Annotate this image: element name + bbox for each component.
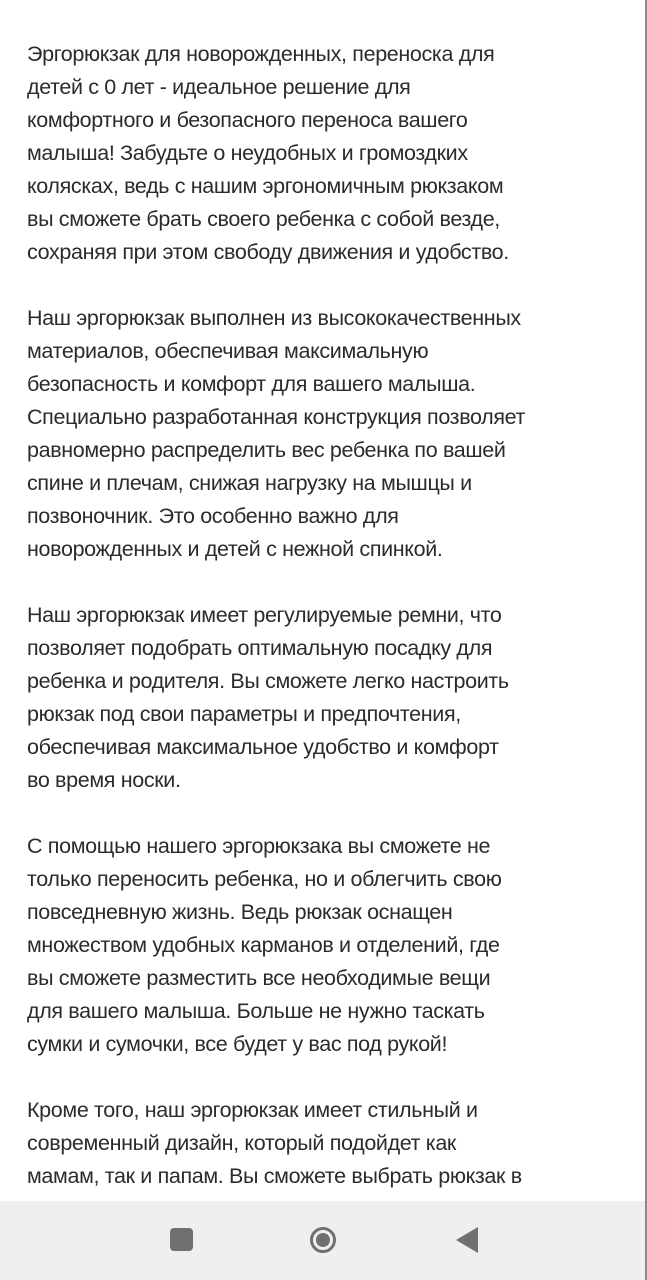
text-line: равномерно распределить вес ребенка по вашей (27, 438, 506, 462)
text-line: Эргорюкзак для новорожденных, переноска для (27, 42, 495, 66)
text-line: колясках, ведь с нашим эргономичным рюкзаком (27, 174, 504, 198)
text-line: обеспечивая максимальное удобство и комфорт (27, 735, 499, 759)
text-line: вы сможете разместить все необходимые вещи (27, 966, 491, 990)
text-line: комфортного и безопасного переноса вашего (27, 108, 468, 132)
circle-home-icon (310, 1227, 336, 1253)
text-line: во время носки. (27, 768, 181, 792)
home-button[interactable] (293, 1201, 353, 1280)
text-line: мамам, так и папам. Вы сможете выбрать рюкзак в (27, 1164, 522, 1188)
text-line: Специально разработанная конструкция позволяет (27, 405, 526, 429)
text-line: детей с 0 лет - идеальное решение для (27, 75, 411, 99)
text-line: для вашего малыша. Больше не нужно таскать (27, 999, 485, 1023)
text-line: безопасность и комфорт для вашего малыша. (27, 372, 476, 396)
text-line: только переносить ребенка, но и облегчить свою (27, 867, 502, 891)
text-line: ребенка и родителя. Вы сможете легко настроить (27, 669, 509, 693)
text-line: спине и плечам, снижая нагрузку на мышцы и (27, 471, 472, 495)
home-dot (316, 1233, 330, 1247)
text-line: рюкзак под свои параметры и предпочтения, (27, 702, 461, 726)
paragraph-4 (27, 830, 627, 1061)
square-icon (170, 1228, 193, 1251)
paragraph-1 (27, 38, 627, 269)
text-line: Кроме того, наш эргорюкзак имеет стильный и (27, 1098, 478, 1122)
text-line: Наш эргорюкзак имеет регулируемые ремни, что (27, 603, 502, 627)
text-line: сумки и сумочки, все будет у вас под рукой! (27, 1032, 448, 1056)
triangle-back-icon (456, 1227, 478, 1253)
text-line: материалов, обеспечивая максимальную (27, 339, 429, 363)
paragraph-3 (27, 599, 627, 797)
text-line: множеством удобных карманов и отделений, где (27, 933, 500, 957)
text-line: вы сможете брать своего ребенка с собой везде, (27, 207, 500, 231)
text-line: Наш эргорюкзак выполнен из высококачественных (27, 306, 521, 330)
text-line: современный дизайн, который подойдет как (27, 1131, 456, 1155)
back-button[interactable] (433, 1201, 493, 1280)
text-line: сохраняя при этом свободу движения и удобство. (27, 240, 509, 264)
article-text (27, 38, 627, 1201)
text-line: позволяет подобрать оптимальную посадку для (27, 636, 493, 660)
text-line: повседневную жизнь. Ведь рюкзак оснащен (27, 900, 453, 924)
text-line: новорожденных и детей с нежной спинкой. (27, 537, 443, 561)
text-line: позвоночник. Это особенно важно для (27, 504, 399, 528)
text-line: С помощью нашего эргорюкзака вы сможете не (27, 834, 491, 858)
text-line: малыша! Забудьте о неудобных и громоздких (27, 141, 468, 165)
system-navigation-bar (0, 1201, 645, 1280)
paragraph-5 (27, 1094, 627, 1193)
paragraph-2 (27, 302, 627, 566)
recents-button[interactable] (151, 1201, 211, 1280)
